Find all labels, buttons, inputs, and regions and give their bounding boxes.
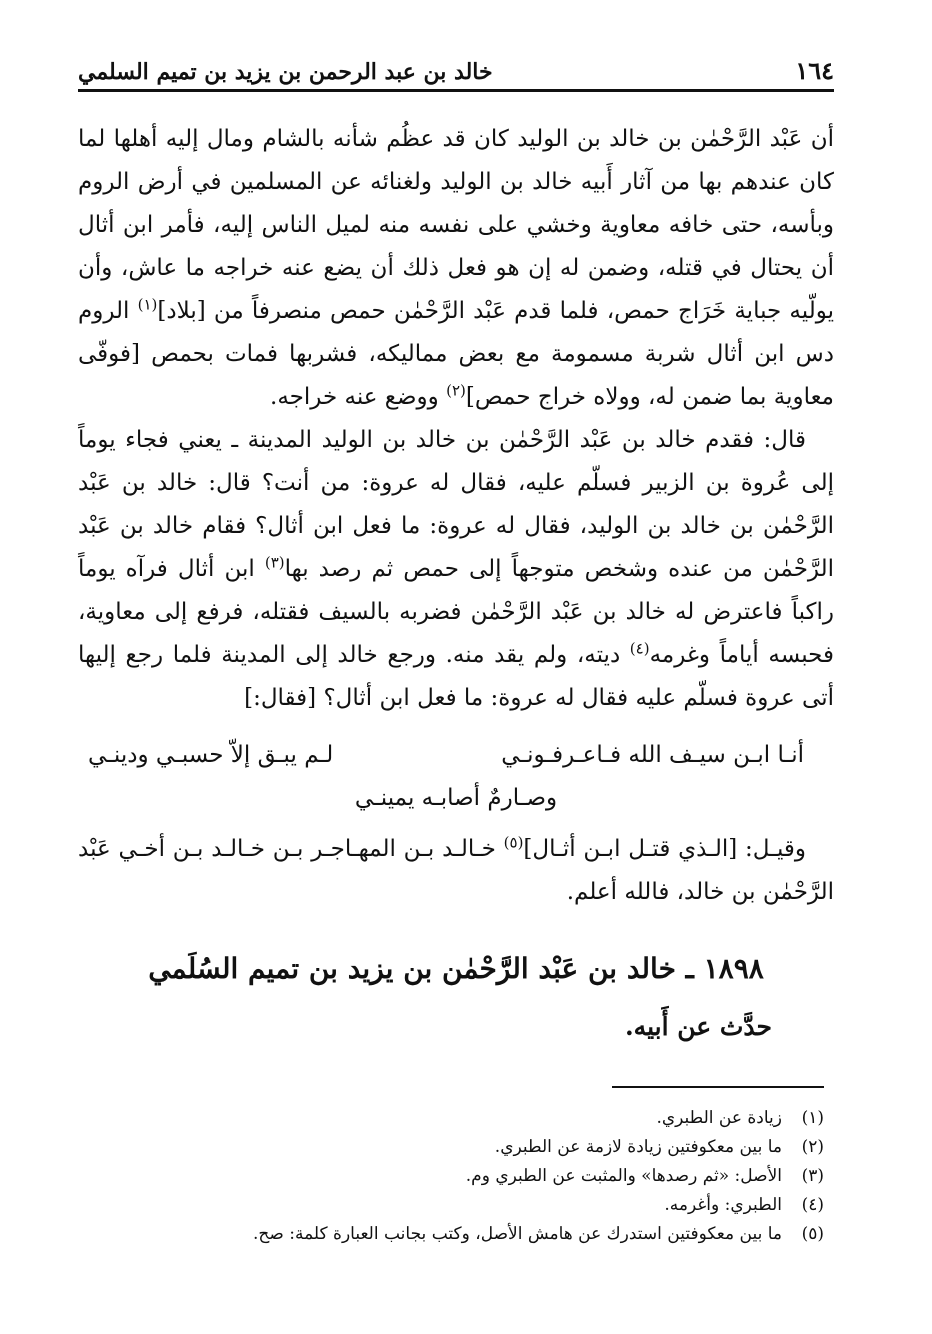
footnote-ref-5: (٥) [503, 833, 524, 852]
footnote-item [78, 1104, 824, 1133]
footnote-ref-1: (١) [137, 295, 158, 314]
footnote-item [78, 1133, 824, 1162]
verse-hemistich-1: أنـا ابـن سيـف الله فـاعـرفـونـي [501, 742, 804, 768]
p3-text-a: وقيـل: [الـذي قتـل ابـن أثـال] [523, 836, 806, 862]
p2-text-c: ديته، ولم يقد منه. ورجع خالد إلى المدينة فلما رجع إليها أتى عروة فسلّم عليه فقال له عروة: ما فعل ابن أثال؟ [فقال:] [78, 642, 834, 711]
paragraph-1 [78, 118, 834, 419]
p1-text-b: الروم دس ابن أثال شربة مسمومة مع بعض مماليكه، فشربها فمات بحمص [فوفّى معاوية بما ضمن له، وولاه خراج حمص] [78, 298, 834, 410]
p1-text-a: أن عَبْد الرَّحْمٰن بن خالد بن الوليد كان قد عظُم شأنه بالشام ومال إليه أهلها لما كان عندهم بها من آثار أَبيه خالد بن الوليد ولغنائه عن المسلمين في أرض الروم وبأسه، حتى خافه معاوية وخشي على نفسه منه لميل الناس إليه، فأمر ابن أثال أن يحتال في قتله، وضمن له إن هو فعل ذلك أن يضع عنه خراجه ما عاش، وأن يولّيه جباية خَرَاج حمص، فلما قدم عَبْد الرَّحْمٰن حمص منصرفاً من [بلاد] [78, 126, 834, 324]
footnote-number: (٢) [801, 1137, 824, 1157]
page-number: ١٦٤ [795, 56, 834, 85]
footnote-ref-3: (٣) [264, 553, 285, 572]
p3-text-b: خـالـد بـن المهـاجـر بـن خـالـد بـن أخـي عَبْد الرَّحْمٰن بن خالد، فالله أعلم. [78, 836, 834, 905]
footnote-item [78, 1220, 824, 1249]
footnotes [78, 1104, 824, 1249]
footnote-number: (١) [801, 1108, 824, 1128]
footnote-ref-4: (٤) [629, 639, 650, 658]
footnote-number: (٤) [801, 1195, 824, 1215]
footnote-text: ما بين معكوفتين استدرك عن هامش الأصل، وكتب بجانب العبارة كلمة: صح. [253, 1224, 782, 1244]
p1-text-c: ووضع عنه خراجه. [270, 384, 447, 410]
entry-heading: ١٨٩٨ ـ خالد بن عَبْد الرَّحْمٰن بن يزيد بن تميم السُلَمي [148, 952, 764, 985]
footnote-number: (٥) [801, 1224, 824, 1244]
footnote-text: الأصل: «ثم رصدها» والمثبت عن الطبري وم. [465, 1166, 782, 1186]
page-header [78, 50, 834, 92]
p2-text-b: ابن أثال فرآه يوماً راكباً فاعترض له خالد بن عَبْد الرَّحْمٰن فضربه بالسيف فقتله، فرفع إلى معاوية، فحبسه أياماً وغرمه [78, 556, 834, 668]
footnote-text: ما بين معكوفتين زيادة لازمة عن الطبري. [494, 1137, 782, 1157]
paragraph-2 [78, 419, 834, 720]
entry-subtext: حدَّث عن أَبيه. [624, 1012, 772, 1041]
poem-verse [78, 734, 834, 820]
footnote-text: زيادة عن الطبري. [656, 1108, 782, 1128]
footnote-item [78, 1191, 824, 1220]
paragraph-3 [78, 828, 834, 914]
footnote-number: (٣) [801, 1166, 824, 1186]
verse-line-1 [78, 734, 834, 777]
footnote-separator [612, 1086, 824, 1088]
footnote-item [78, 1162, 824, 1191]
p2-text-a: قال: فقدم خالد بن عَبْد الرَّحْمٰن بن خالد بن الوليد المدينة ـ يعني فجاء يوماً إلى عُروة بن الزبير فسلّم عليه، فقال له عروة: من أنت؟ قال: خالد بن عَبْد الرَّحْمٰن بن خالد بن الوليد، فقال له عروة: ما فعل ابن أثال؟ فقام خالد بن عَبْد الرَّحْمٰن من عنده وشخص متوجهاً إلى حمص ثم رصد بها [78, 427, 834, 582]
main-text [78, 118, 834, 914]
footnote-text: الطبري: وأغرمه. [664, 1195, 782, 1215]
running-title: خالد بن عبد الرحمن بن يزيد بن تميم السلمي [78, 59, 493, 85]
footnote-ref-2: (٢) [446, 381, 466, 400]
verse-hemistich-2: لـم يبـق إلاّ حسبـي ودينـي [88, 742, 334, 768]
verse-line-2: وصـارمٌ أصابـه يمينـي [354, 785, 558, 811]
